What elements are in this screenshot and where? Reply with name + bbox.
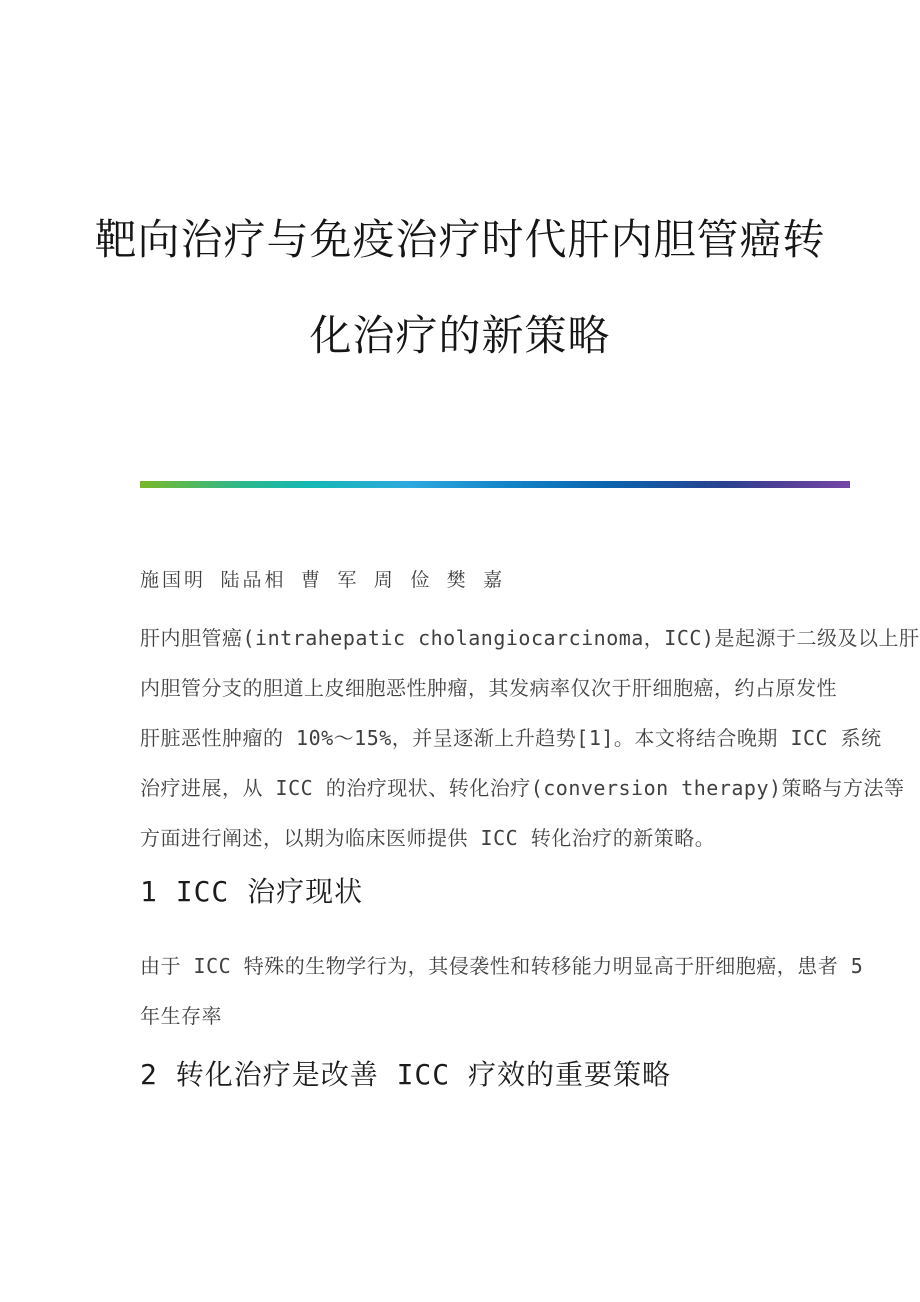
paragraph-line: 治疗进展，从 ICC 的治疗现状、转化治疗(conversion therapy)策略与方法等 — [140, 776, 905, 800]
paragraph-line: 肝脏恶性肿瘤的 10%～15%，并呈逐渐上升趋势[1]。本文将结合晚期 ICC 系统 — [140, 726, 882, 750]
section-1-paragraph — [140, 941, 864, 1041]
paragraph-line: 内胆管分支的胆道上皮细胞恶性肿瘤，其发病率仅次于肝细胞癌，约占原发性 — [140, 676, 837, 700]
title-line-1: 靶向治疗与免疫治疗时代肝内胆管癌转 — [94, 215, 826, 264]
title-line-2: 化治疗的新策略 — [309, 311, 611, 360]
gradient-divider — [140, 481, 850, 488]
paragraph-line: 肝内胆管癌(intrahepatic cholangiocarcinoma，ICC)是起源于二级及以上肝 — [140, 626, 920, 650]
paragraph-line: 方面进行阐述，以期为临床医师提供 ICC 转化治疗的新策略。 — [140, 826, 716, 850]
document-title — [0, 192, 920, 384]
paragraph-line: 由于 ICC 特殊的生物学行为，其侵袭性和转移能力明显高于肝细胞癌，患者 5 — [140, 954, 864, 978]
abstract-paragraph — [140, 613, 920, 863]
section-1-heading: 1 ICC 治疗现状 — [140, 875, 364, 908]
section-2-heading: 2 转化治疗是改善 ICC 疗效的重要策略 — [140, 1058, 672, 1091]
paragraph-line: 年生存率 — [140, 1004, 222, 1028]
authors-line: 施国明 陆品相 曹 军 周 俭 樊 嘉 — [140, 569, 506, 591]
